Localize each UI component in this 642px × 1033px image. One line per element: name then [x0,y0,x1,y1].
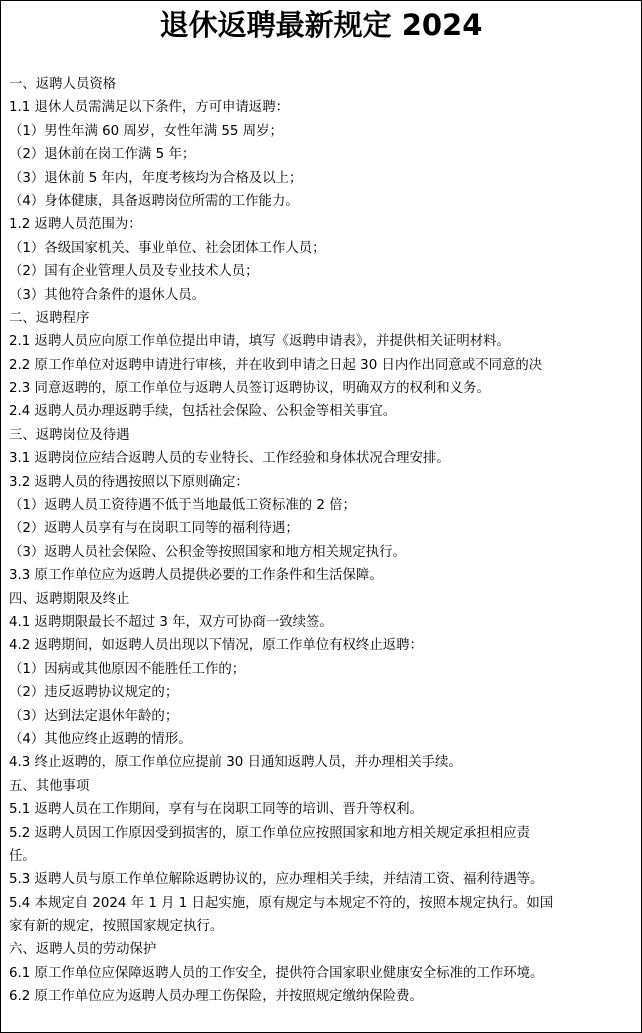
document-line: （3）达到法定退休年龄的； [9,708,179,724]
document-line: （3）其他符合条件的退休人员。 [9,287,205,303]
document-line: 2.2 原工作单位对返聘申请进行审核，并在收到申请之日起 30 日内作出同意或不同意的决 [9,357,543,373]
document-line: 5.4 本规定自 2024 年 1 月 1 日起实施，原有规定与本规定不符的，按照本规定执行。如国 [9,895,554,911]
document-line: 二、返聘程序 [9,310,90,326]
document-line: 5.2 返聘人员因工作原因受到损害的，原工作单位应按照国家和地方相关规定承担相应责 [9,825,531,841]
document-line: 任。 [9,848,36,864]
document-line: 六、返聘人员的劳动保护 [9,942,157,958]
document-line: 3.1 返聘岗位应结合返聘人员的专业特长、工作经验和身体状况合理安排。 [9,451,450,467]
document-line: （3）返聘人员社会保险、公积金等按照国家和地方相关规定执行。 [9,544,406,560]
document-line: 2.3 同意返聘的，原工作单位与返聘人员签订返聘协议，明确双方的权利和义务。 [9,381,490,397]
document-line: 6.1 原工作单位应保障返聘人员的工作安全，提供符合国家职业健康安全标准的工作环境。 [9,965,544,981]
document-line: 1.2 返聘人员范围为： [9,217,142,233]
document-line: 五、其他事项 [9,778,90,794]
document-line: （2）违反返聘协议规定的； [9,685,179,701]
document-line: 一、返聘人员资格 [9,77,117,92]
document-line: 5.1 返聘人员在工作期间，享有与在岗职工同等的培训、晋升等权利。 [9,802,423,818]
document-line: 1.1 退休人员需满足以下条件，方可申请返聘： [9,100,289,116]
document-line: （4）身体健康，具备返聘岗位所需的工作能力。 [9,193,299,209]
document-line: （3）退休前 5 年内，年度考核均为合格及以上； [9,170,303,186]
document-line: （2）退休前在岗工作满 5 年； [9,147,196,163]
document-line: 3.3 原工作单位应为返聘人员提供必要的工作条件和生活保障。 [9,568,383,584]
document-line: 6.2 原工作单位应为返聘人员办理工伤保险，并按照规定缴纳保险费。 [9,989,423,1005]
document-line: 三、返聘岗位及待遇 [9,427,130,443]
document-line: 四、返聘期限及终止 [9,591,130,607]
document-line: （2）返聘人员享有与在岗职工同等的福利待遇； [9,521,299,537]
document-line: （2）国有企业管理人员及专业技术人员； [9,264,259,280]
document-line: 3.2 返聘人员的待遇按照以下原则确定： [9,474,249,490]
document-line: 5.3 返聘人员与原工作单位解除返聘协议的，应办理相关手续，并结清工资、福利待遇等。 [9,872,544,888]
document-line: 2.4 返聘人员办理返聘手续，包括社会保险、公积金等相关事宜。 [9,404,397,420]
document-line: （1）返聘人员工资待遇不低于当地最低工资标准的 2 倍； [9,498,356,514]
document-line: 4.1 返聘期限最长不超过 3 年，双方可协商一致续签。 [9,614,333,630]
document-line: （1）因病或其他原因不能胜任工作的； [9,661,246,677]
document-line: （1）各级国家机关、事业单位、社会团体工作人员； [9,240,326,256]
document-line: 2.1 返聘人员应向原工作单位提出申请，填写《返聘申请表》，并提供相关证明材料。 [9,334,510,350]
document-body [9,73,635,1009]
document-line: 4.3 终止返聘的，原工作单位应提前 30 日通知返聘人员，并办理相关手续。 [9,755,462,771]
document-line: （4）其他应终止返聘的情形。 [9,731,192,747]
document-line: （1）男性年满 60 周岁，女性年满 55 周岁； [9,123,283,139]
document-line: 4.2 返聘期间，如返聘人员出现以下情况，原工作单位有权终止返聘： [9,638,423,654]
document-line: 家有新的规定，按照国家规定执行。 [9,919,224,935]
document-title: 退休返聘最新规定 2024 [159,8,483,42]
